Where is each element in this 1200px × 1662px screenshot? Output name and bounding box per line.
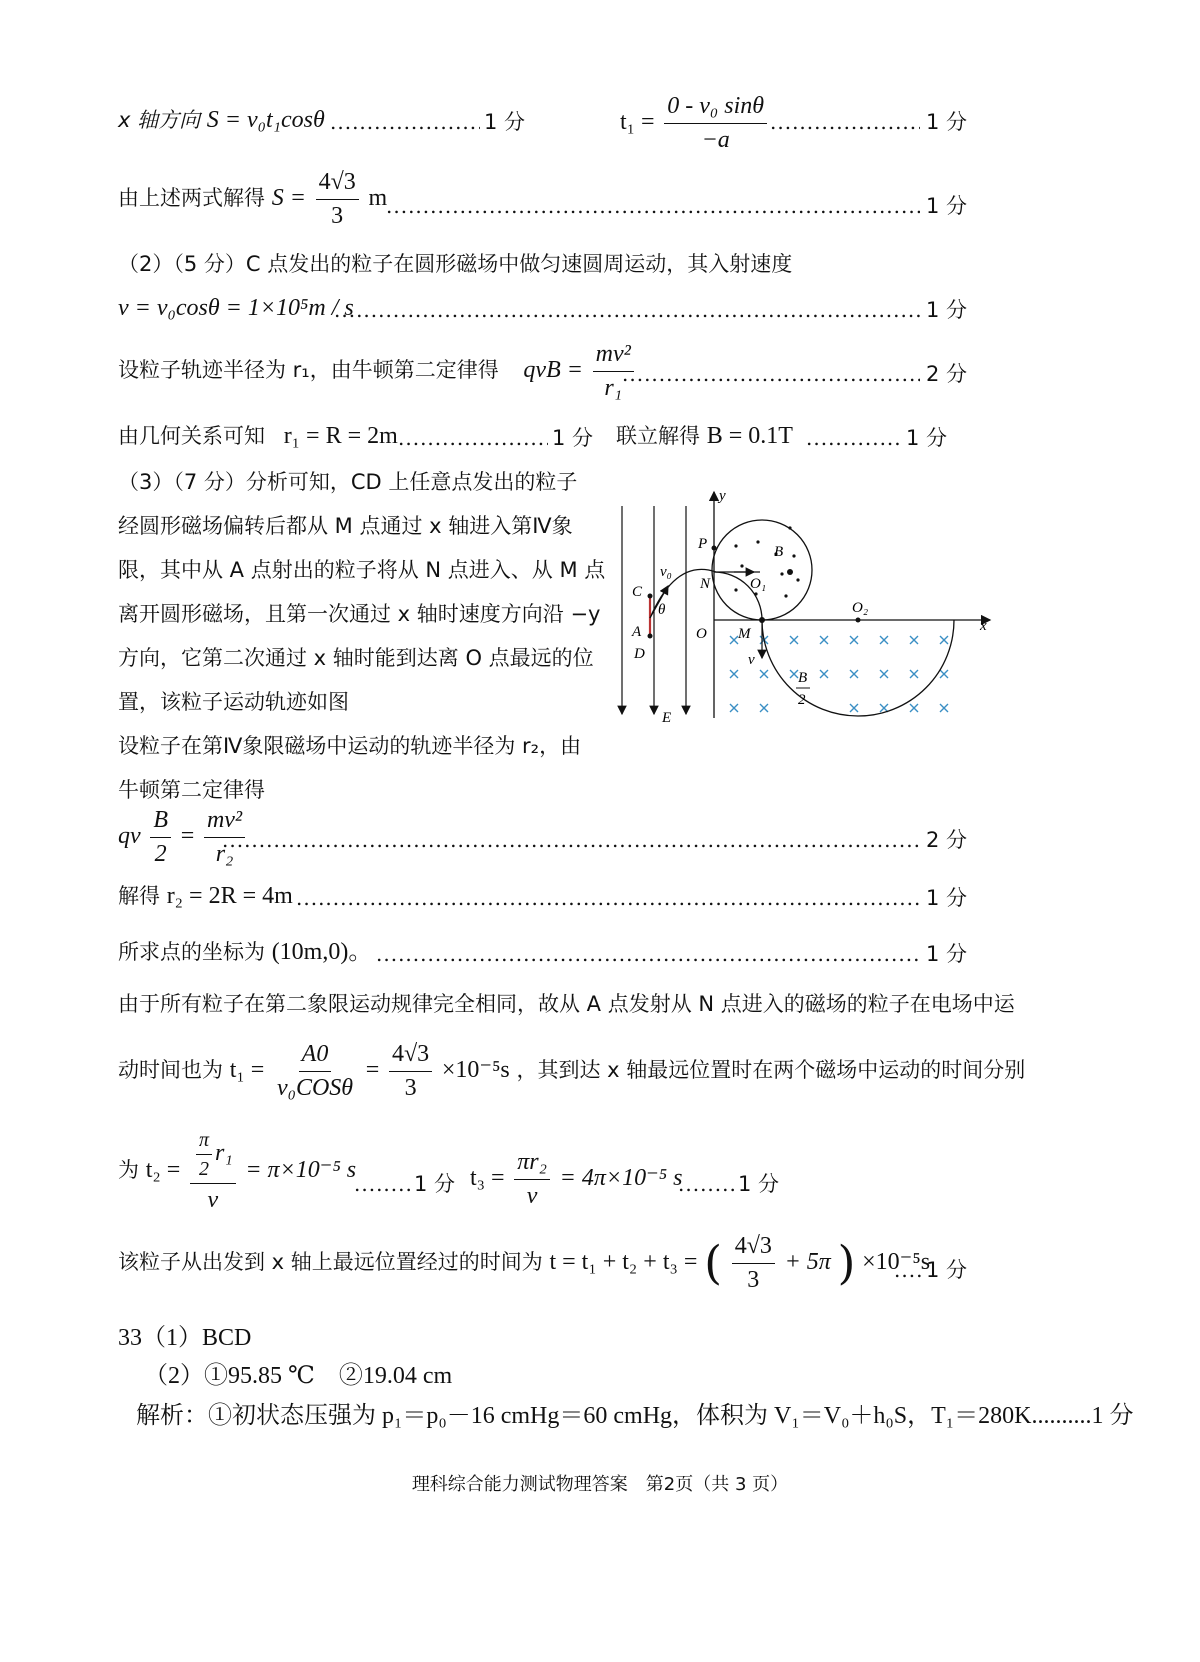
denominator: r₂ bbox=[215, 840, 234, 867]
denominator: 3 bbox=[331, 202, 344, 229]
dots bbox=[398, 426, 548, 450]
para3-line: 方向，它第二次通过 x 轴时能到达离 O 点最远的位 bbox=[118, 646, 594, 670]
denominator: 3 bbox=[404, 1074, 417, 1101]
dots bbox=[376, 942, 920, 966]
line12-score-b: 1 分 bbox=[738, 1172, 780, 1196]
line12-score-a: 1 分 bbox=[414, 1172, 456, 1196]
label-E: E bbox=[662, 710, 672, 726]
numerator: A0 bbox=[299, 1040, 332, 1072]
line2-fraction bbox=[316, 168, 359, 231]
line1b-score: 1 分 bbox=[926, 110, 968, 134]
line13-plus: + 5π bbox=[784, 1248, 831, 1275]
line6-mid: 联立解得 bbox=[616, 424, 700, 448]
equals: = bbox=[365, 1056, 380, 1083]
line5-score: 2 分 bbox=[926, 362, 968, 386]
denominator: v₀COSθ bbox=[276, 1074, 354, 1101]
numerator: πr₂ bbox=[514, 1148, 550, 1180]
line8-prefix: 解得 bbox=[118, 884, 160, 908]
line13-formula: t = t₁ + t₂ + t₃ = bbox=[549, 1248, 698, 1275]
para3-line: 限，其中从 A 点射出的粒子将从 N 点进入、从 M 点 bbox=[118, 558, 606, 582]
line3: （2）（5 分）C 点发出的粒子在圆形磁场中做匀速圆周运动，其入射速度 bbox=[118, 252, 793, 276]
line5 bbox=[118, 340, 637, 403]
denominator: v bbox=[207, 1187, 219, 1213]
label-v: v bbox=[748, 652, 755, 668]
line12-b bbox=[470, 1148, 682, 1211]
denominator: 3 bbox=[747, 1266, 760, 1293]
pi: π bbox=[196, 1128, 212, 1155]
line12-fraction-2 bbox=[514, 1148, 550, 1211]
line13: 该粒子从出发到 x 轴上最远位置经过的时间为 t = t₁ + t₂ + t₃ = ( $\frac{4√3}{3}$ + 5π ) ×10⁻⁵s bbox=[118, 1233, 931, 1293]
line1b bbox=[620, 92, 770, 155]
numerator: mv² bbox=[204, 806, 245, 838]
two: 2 bbox=[198, 1158, 209, 1180]
label-v0: v₀ bbox=[660, 564, 672, 580]
denominator: r₁ bbox=[604, 374, 623, 401]
line1-prefix: x 轴方向 bbox=[118, 108, 201, 132]
line6-score-a: 1 分 bbox=[552, 426, 594, 450]
para3-line: 置，该粒子运动轨迹如图 bbox=[118, 690, 349, 714]
line1 bbox=[118, 106, 325, 135]
line13-prefix: 该粒子从出发到 x 轴上最远位置经过的时间为 bbox=[118, 1249, 543, 1274]
line12-rhs2: = 4π×10⁻⁵ s bbox=[559, 1164, 683, 1191]
line2-score: 1 分 bbox=[926, 194, 968, 218]
line1-formula: S = v₀t₁cosθ bbox=[206, 107, 325, 133]
label-O: O bbox=[696, 626, 707, 642]
line13-tail: ×10⁻⁵s bbox=[862, 1248, 931, 1275]
line1-score: 1 分 bbox=[484, 110, 526, 134]
pi-half bbox=[196, 1128, 212, 1181]
line9-prefix: 所求点的坐标为 bbox=[118, 940, 265, 964]
para3-line: （3）（7 分）分析可知，CD 上任意点发出的粒子 bbox=[118, 470, 578, 494]
line6 bbox=[118, 422, 398, 451]
label-O1: O₁ bbox=[750, 576, 767, 592]
denominator: v bbox=[526, 1182, 538, 1209]
numerator: B bbox=[150, 806, 171, 838]
r1: r₁ bbox=[214, 1140, 233, 1167]
line8-formula: r₂ = 2R = 4m bbox=[166, 883, 293, 909]
line5-prefix: 设粒子轨迹半径为 r₁，由牛顿第二定律得 bbox=[118, 357, 499, 382]
numerator: mv² bbox=[593, 340, 634, 372]
line11-fraction-b bbox=[389, 1040, 432, 1103]
line14: 33（1）BCD bbox=[118, 1325, 252, 1351]
dots bbox=[806, 426, 902, 450]
line11-prefix: 动时间也为 bbox=[118, 1057, 223, 1082]
line11-suffix: ，其到达 x 轴最远位置时在两个磁场中运动的时间分别 bbox=[516, 1057, 1026, 1082]
line6-formula-b: B = 0.1T bbox=[706, 423, 793, 449]
dots bbox=[678, 1172, 734, 1196]
line4-score: 1 分 bbox=[926, 298, 968, 322]
line12-lhs: t₂ = bbox=[145, 1156, 181, 1183]
line6-score-b: 1 分 bbox=[906, 426, 948, 450]
line10: 由于所有粒子在第二象限运动规律完全相同，故从 A 点发射从 N 点进入的磁场的粒子在电场中运 bbox=[118, 992, 1015, 1016]
dots bbox=[330, 110, 480, 134]
line6-formula: r₁ = R = 2m bbox=[283, 423, 398, 449]
equals: = bbox=[180, 822, 195, 849]
line11-tail: ×10⁻⁵s bbox=[441, 1056, 510, 1083]
denominator: 2 bbox=[154, 840, 167, 867]
dots bbox=[222, 828, 920, 852]
label-B2-den: 2 bbox=[798, 692, 806, 708]
line12 bbox=[118, 1128, 356, 1215]
label-O2: O₂ bbox=[852, 600, 869, 616]
line2-prefix: 由上述两式解得 bbox=[118, 185, 265, 210]
dots bbox=[894, 1258, 924, 1282]
numerator: 0 - v₀ sinθ bbox=[664, 92, 767, 124]
line2 bbox=[118, 168, 387, 231]
line9-formula: (10m,0)。 bbox=[271, 939, 373, 965]
dots bbox=[296, 886, 920, 910]
para3-line: 离开圆形磁场，且第一次通过 x 轴时速度方向沿 −y bbox=[118, 602, 601, 626]
dots bbox=[334, 298, 920, 322]
denominator: −a bbox=[701, 126, 730, 153]
numerator bbox=[190, 1128, 236, 1184]
label-C: C bbox=[632, 584, 643, 600]
label-B: B bbox=[774, 544, 784, 560]
line9 bbox=[118, 938, 372, 967]
line1b-fraction bbox=[664, 92, 767, 155]
line8-score: 1 分 bbox=[926, 886, 968, 910]
line11 bbox=[118, 1040, 1025, 1103]
line7-lhs: qv bbox=[118, 822, 141, 849]
numerator: 4√3 bbox=[389, 1040, 432, 1072]
line6-prefix: 由几何关系可知 bbox=[118, 424, 265, 448]
line2-unit: m bbox=[368, 184, 388, 211]
line13-score: 1 分 bbox=[926, 1258, 968, 1282]
line13-fraction bbox=[732, 1232, 775, 1295]
line7-score: 2 分 bbox=[926, 828, 968, 852]
dots bbox=[770, 110, 920, 134]
line6-b bbox=[616, 422, 793, 451]
numerator: 4√3 bbox=[732, 1232, 775, 1264]
dots bbox=[354, 1172, 410, 1196]
para3-line: 设粒子在第Ⅳ象限磁场中运动的轨迹半径为 r₂，由 bbox=[118, 734, 582, 758]
line5-lhs: qvB = bbox=[523, 356, 583, 383]
page-footer: 理科综合能力测试物理答案 第2页（共 3 页） bbox=[411, 1474, 789, 1495]
line11-lhs: t₁ = bbox=[229, 1056, 265, 1083]
line15: （2）①95.85 ℃ ②19.04 cm bbox=[144, 1363, 453, 1389]
label-P: P bbox=[698, 536, 708, 552]
label-x: x bbox=[980, 618, 987, 634]
dots bbox=[622, 362, 920, 386]
line12-fraction bbox=[190, 1128, 236, 1215]
line9-score: 1 分 bbox=[926, 942, 968, 966]
line16: 解析：①初状态压强为 p₁＝p₀－16 cmHg＝60 cmHg，体积为 V₁＝V₀＋h₀S，T₁＝280K..........1 分 bbox=[136, 1403, 1134, 1429]
dots bbox=[386, 194, 920, 218]
line1b-lhs: t₁ = bbox=[620, 108, 655, 135]
label-theta: θ bbox=[658, 602, 666, 618]
label-M: M bbox=[738, 626, 751, 642]
para3-line: 经圆形磁场偏转后都从 M 点通过 x 轴进入第Ⅳ象 bbox=[118, 514, 573, 538]
line12-lhs2: t₃ = bbox=[470, 1164, 505, 1191]
label-y: y bbox=[719, 488, 726, 504]
line2-lhs: S = bbox=[271, 184, 306, 211]
line12-prefix: 为 bbox=[118, 1157, 139, 1182]
line4-formula: v = v₀cosθ = 1×10⁵m / s bbox=[118, 295, 354, 321]
para3-line: 牛顿第二定律得 bbox=[118, 778, 265, 802]
label-A: A bbox=[632, 624, 642, 640]
label-N: N bbox=[700, 576, 711, 592]
trajectory-figure bbox=[606, 486, 996, 736]
half-fraction bbox=[150, 806, 171, 869]
line12-rhs: = π×10⁻⁵ s bbox=[245, 1156, 357, 1183]
numerator: 4√3 bbox=[316, 168, 359, 200]
label-D: D bbox=[634, 646, 645, 662]
line11-fraction-a bbox=[274, 1040, 356, 1103]
label-B2-num: B bbox=[798, 670, 808, 686]
line8 bbox=[118, 882, 293, 911]
